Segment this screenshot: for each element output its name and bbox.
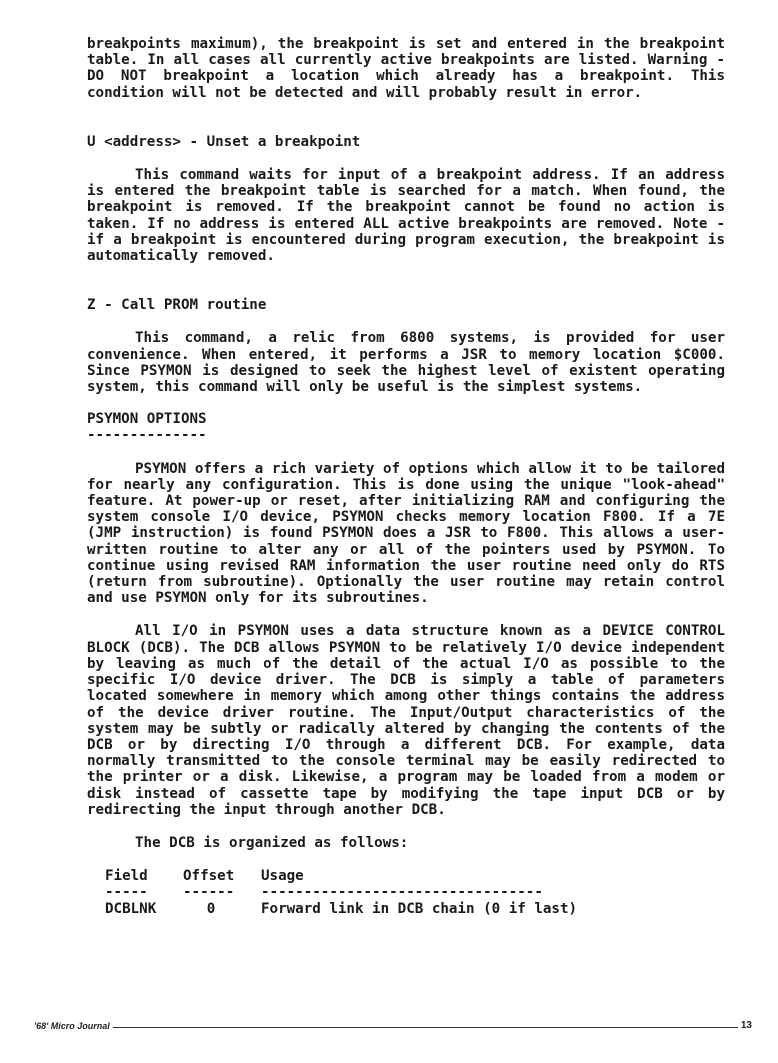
- heading-psymon-options: PSYMON OPTIONS: [87, 411, 207, 428]
- paragraph-psymon-options: PSYMON offers a rich variety of options which allow it to be tailored for nearly any configuration. This is done using the unique "look-ahead" feature. At power-up or reset, after initializing RAM and configuring the system console I/O device, PSYMON checks memory location F800. If a 7E (JMP instruction) is found PSYMON does a JSR to F800. This allows a user-written routine to alter any or all of the pointers used by PSYMON. To continue using revised RAM information the user routine need only do RTS (return from subroutine). Optionally the user routine may retain control and use PSYMON only for its subroutines.: [87, 460, 725, 607]
- paragraph-dcb-description: All I/O in PSYMON uses a data structure known as a DEVICE CONTROL BLOCK (DCB). The DCB allows PSYMON to be relatively I/O device independent by leaving as much of the detail of the actual I/O as possible to the specific I/O device driver. The DCB is simply a table of parameters located somewhere in memory which among other things contains the address of the device driver routine. The Input/Output characteristics of the system may be subtly or radically altered by changing the contents of the DCB or by directing I/O through a different DCB. For example, data normally transmitted to the console terminal may be easily redirected to the printer or a disk. Likewise, a program may be loaded from a modem or disk instead of cassette tape by modifying the tape input DCB or by redirecting the input through another DCB.: [87, 623, 725, 818]
- table-cell-field: DCBLNK: [105, 900, 157, 917]
- dcb-table: [105, 868, 725, 917]
- heading-call-prom: Z - Call PROM routine: [87, 297, 267, 314]
- footer-journal-name: '68' Micro Journal: [34, 1021, 110, 1031]
- paragraph-call-prom-description: This command, a relic from 6800 systems, is provided for user convenience. When entered, it performs a JSR to memory location $C000. Since PSYMON is designed to seek the highest level of existent operating system, this command will only be useful is the simplest systems.: [87, 330, 725, 396]
- heading-psymon-options-rule: --------------: [87, 427, 207, 444]
- paragraph-dcb-organized: The DCB is organized as follows:: [135, 834, 409, 851]
- paragraph-breakpoint-warning: breakpoints maximum), the breakpoint is set and entered in the breakpoint table. In all cases all currently active breakpoints are listed. Warning - DO NOT breakpoint a location which already has a breakpoint. This condition will not be detected and will probably result in error.: [87, 36, 725, 101]
- document-page: [87, 36, 725, 917]
- heading-unset-breakpoint: U <address> - Unset a breakpoint: [87, 133, 361, 150]
- table-rule-field: -----: [105, 884, 148, 901]
- table-header-field: Field: [105, 868, 148, 885]
- table-rule-offset: ------: [183, 884, 235, 901]
- page-footer: [34, 1017, 752, 1031]
- table-cell-usage: Forward link in DCB chain (0 if last): [261, 900, 578, 917]
- footer-rule: [113, 1027, 738, 1028]
- table-header-row: [105, 868, 725, 884]
- table-rule-usage: ---------------------------------: [261, 884, 543, 901]
- table-cell-offset: 0: [206, 900, 216, 917]
- table-header-offset: Offset: [183, 868, 235, 885]
- footer-page-number: 13: [740, 1020, 752, 1031]
- table-row: [105, 901, 725, 917]
- table-header-usage: Usage: [261, 868, 304, 885]
- paragraph-unset-description: This command waits for input of a breakpoint address. If an address is entered the breakpoint table is searched for a match. When found, the breakpoint is removed. If the breakpoint cannot be found no action is taken. If no address is entered ALL active breakpoints are removed. Note - if a breakpoint is encountered during program execution, the breakpoint is automatically removed.: [87, 167, 725, 265]
- table-rule-row: [105, 884, 725, 900]
